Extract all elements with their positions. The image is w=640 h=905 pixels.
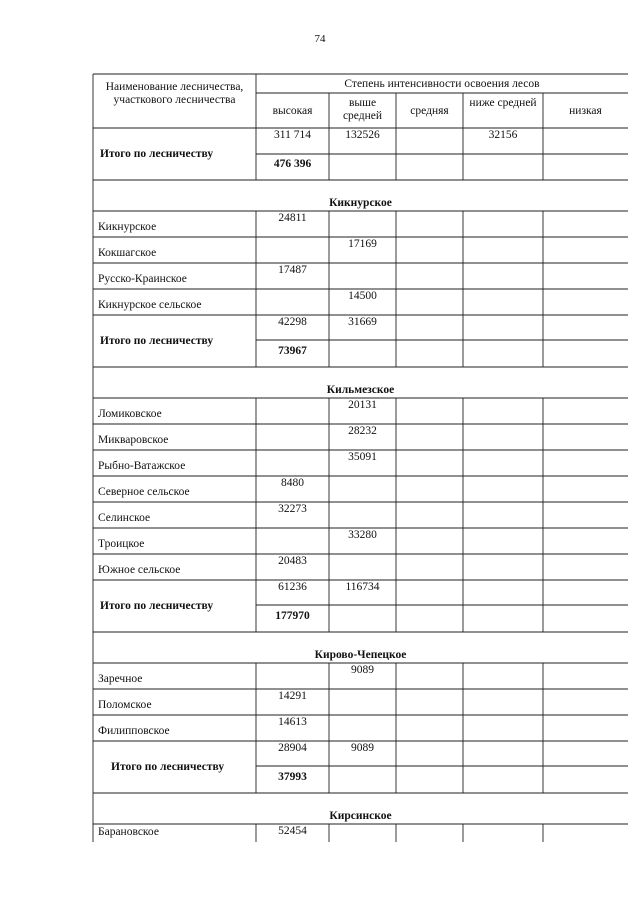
row-name: Ломиковское <box>98 408 162 420</box>
total-value: 9089 <box>351 742 374 754</box>
row-value: 24811 <box>278 212 307 224</box>
row-value: 35091 <box>348 451 377 463</box>
row-value: 14613 <box>278 716 307 728</box>
section-title: Кикнурское <box>329 197 392 209</box>
row-value: 17169 <box>348 238 377 250</box>
total-sum: 476 396 <box>273 158 312 170</box>
row-value: 9089 <box>351 664 374 676</box>
row-value: 17487 <box>278 264 307 276</box>
total-sum: 37993 <box>278 771 307 783</box>
page-number: 74 <box>314 33 326 45</box>
row-name: Селинское <box>98 512 151 524</box>
row-value: 8480 <box>281 477 304 489</box>
row-name: Барановское <box>98 826 159 838</box>
row-value: 52454 <box>278 825 307 837</box>
header-col-4: низкая <box>569 105 602 117</box>
header-col-2: средняя <box>410 105 449 117</box>
row-name: Северное сельское <box>98 486 190 498</box>
section-title: Кирсинское <box>329 810 392 822</box>
total-value: 31669 <box>348 316 377 328</box>
row-value: 32273 <box>278 503 307 515</box>
header-col-1: выше средней <box>342 97 383 122</box>
row-name: Рыбно-Ватажское <box>98 460 186 472</box>
total-value: 132526 <box>345 129 380 141</box>
row-value: 20131 <box>348 399 377 411</box>
total-value: 32156 <box>488 129 518 141</box>
row-value: 33280 <box>348 529 377 541</box>
total-label: Итого по лесничеству <box>100 600 214 612</box>
row-name: Кикнурское <box>98 221 157 233</box>
header-intensity-group: Степень интенсивности освоения лесов <box>344 78 540 90</box>
total-value: 61236 <box>278 581 307 593</box>
total-value: 28904 <box>278 742 307 754</box>
section-title: Кирово-Чепецкое <box>314 649 407 661</box>
row-value: 20483 <box>278 555 307 567</box>
row-value: 14500 <box>348 290 377 302</box>
row-name: Микваровское <box>98 434 169 446</box>
total-value: 311 714 <box>274 129 311 141</box>
row-name: Кокшагское <box>98 247 157 259</box>
section-title: Кильмезское <box>326 384 395 396</box>
row-name: Русско-Краинское <box>98 273 187 285</box>
row-name: Южное сельское <box>98 564 181 576</box>
header-col-3: ниже средней <box>469 97 537 109</box>
row-name: Поломское <box>98 699 152 711</box>
row-name: Заречное <box>98 673 143 685</box>
total-label: Итого по лесничеству <box>111 761 225 773</box>
total-sum: 177970 <box>275 610 310 622</box>
row-value: 14291 <box>278 690 307 702</box>
header-col-0: высокая <box>272 105 313 117</box>
total-label: Итого по лесничеству <box>100 148 214 160</box>
row-value: 28232 <box>348 425 377 437</box>
total-value: 116734 <box>345 581 380 593</box>
header-name-column: Наименование лесничества, участкового лесничества <box>105 81 244 106</box>
total-label: Итого по лесничеству <box>100 335 214 347</box>
row-name: Кикнурское сельское <box>98 299 202 311</box>
row-name: Троицкое <box>98 538 145 550</box>
total-sum: 73967 <box>278 345 307 357</box>
row-name: Филипповское <box>98 725 170 737</box>
total-value: 42298 <box>278 316 307 328</box>
